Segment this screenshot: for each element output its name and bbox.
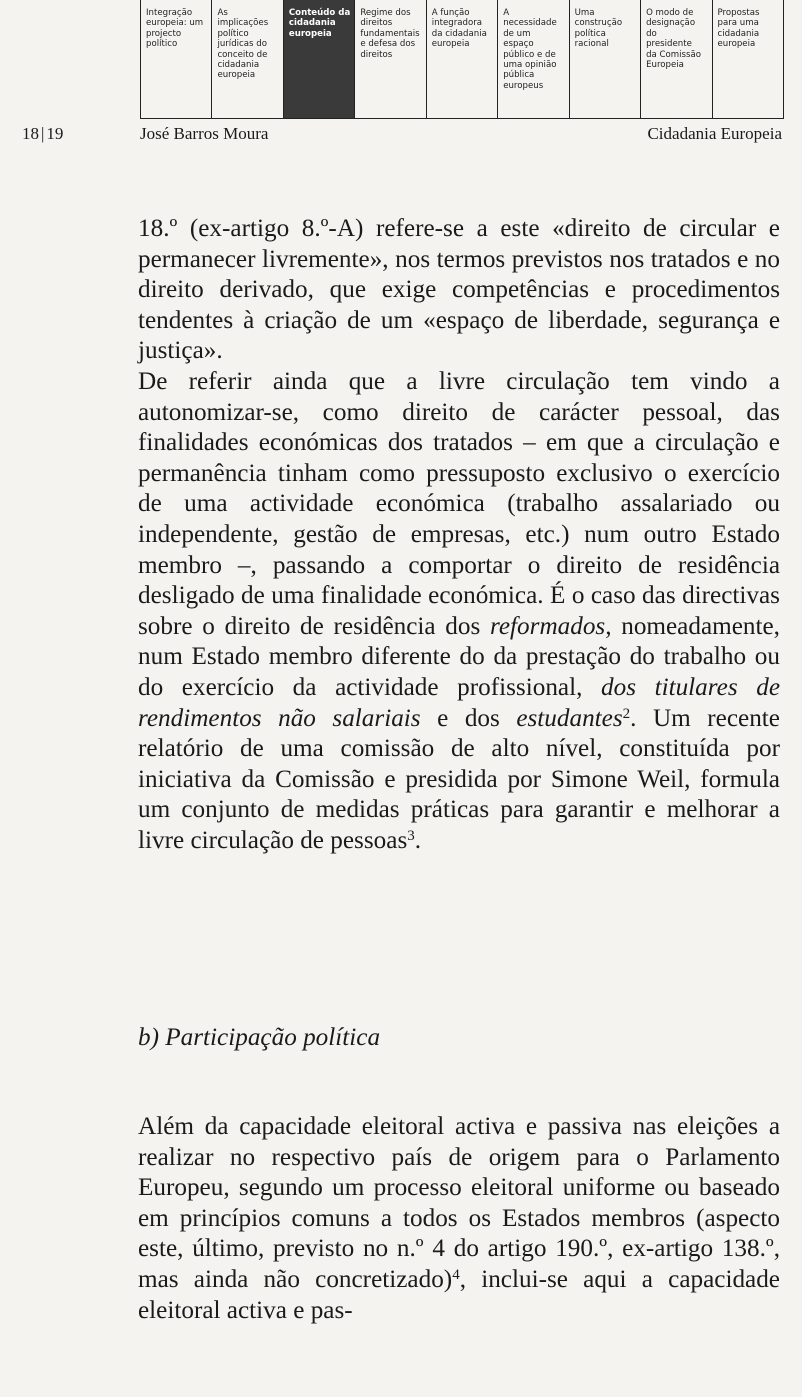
nav-item-regime-direitos[interactable]: Regime dos direitos fundamentais e defesa dos direitos bbox=[355, 0, 426, 118]
para2-text-c: nomeadamente, num Estado membro diferente do da prestação do trabalho ou do exercício da actividade profissional, bbox=[138, 612, 780, 701]
para3-text-b: , inclui-se aqui a capacidade eleitoral activa e pas- bbox=[138, 1265, 780, 1324]
footnote-ref-4[interactable]: 4 bbox=[452, 1266, 460, 1283]
para2-text-e: e dos bbox=[420, 704, 517, 732]
paragraph-2 bbox=[138, 367, 780, 857]
para3-text-a: Além da capacidade eleitoral activa e passiva nas eleições a realizar no respectivo país de origem para o Parlamento Europeu, segundo um processo eleitoral uniforme ou baseado em princípios comuns a todos os Estados membros (aspecto este, último, previsto no n.º 4 do artigo 190.º, ex-artigo 138.º, mas ainda não concretizado) bbox=[138, 1113, 780, 1293]
paragraph-3 bbox=[138, 1112, 780, 1326]
footnote-ref-2[interactable]: 2 bbox=[622, 705, 631, 722]
para2-italic-reformados: reformados, bbox=[490, 612, 612, 640]
nav-item-construcao-politica[interactable]: Uma construção política racional bbox=[570, 0, 641, 118]
nav-item-propostas[interactable]: Propostas para uma cidadania europeia bbox=[713, 0, 784, 118]
para2-italic-estudantes: estudantes bbox=[516, 704, 623, 732]
chapter-navigation bbox=[140, 0, 784, 119]
page-number-right: 19 bbox=[46, 124, 64, 143]
section-subheading: b) Participação política bbox=[138, 1024, 381, 1051]
folio-separator: | bbox=[41, 124, 45, 143]
para2-italic-titulares: dos titulares de rendimentos não salariais bbox=[138, 673, 780, 732]
para2-text-h: . bbox=[414, 826, 422, 854]
nav-item-espaco-publico[interactable]: A necessidade de um espaço público e de uma opinião pública europeus bbox=[498, 0, 569, 118]
page-numbers bbox=[22, 124, 63, 144]
nav-item-modo-designacao[interactable]: O modo de designação do presidente da Comissão Europeia bbox=[641, 0, 712, 118]
nav-item-implicacoes[interactable]: As implicações político jurídicas do conceito de cidadania europeia bbox=[212, 0, 283, 118]
nav-item-conteudo-active[interactable]: Conteúdo da cidadania europeia bbox=[284, 0, 355, 118]
para2-text-g: . Um recente relatório de uma comissão de alto nível, constituída por iniciativa da Comissão e presidida por Simone Weil, formula um conjunto de medidas práticas para garantir e melhorar a livre circulação de pessoas bbox=[138, 704, 780, 854]
nav-item-funcao-integradora[interactable]: A função integradora da cidadania europeia bbox=[427, 0, 498, 118]
book-title: Cidadania Europeia bbox=[647, 124, 782, 143]
nav-item-integracao[interactable]: Integração europeia: um projecto político bbox=[141, 0, 212, 118]
footnote-ref-3[interactable]: 3 bbox=[407, 827, 415, 844]
author-name: José Barros Moura bbox=[140, 124, 269, 143]
page-number-left: 18 bbox=[22, 124, 39, 143]
paragraph-1: 18.º (ex-artigo 8.º-A) refere-se a este «direito de circular e permanecer livremente», nos termos previstos nos tratados e no direito derivado, que exige competências e procedimentos tendentes à criação de um «espaço de liberdade, segurança e justiça». bbox=[138, 215, 780, 365]
running-header bbox=[0, 122, 802, 148]
para2-text-a: De referir ainda que a livre circulação tem vindo a autonomizar-se, como direito de carácter pessoal, das finalidades económicas dos tratados – em que a circulação e permanência tinham como pressuposto exclusivo o exercício de uma actividade económica (trabalho assalariado ou independente, gestão de empresas, etc.) num outro Estado membro –, passando a comportar o direito de residência desligado de uma finalidade económica. É o caso das directivas sobre o direito de residência dos bbox=[138, 368, 780, 640]
